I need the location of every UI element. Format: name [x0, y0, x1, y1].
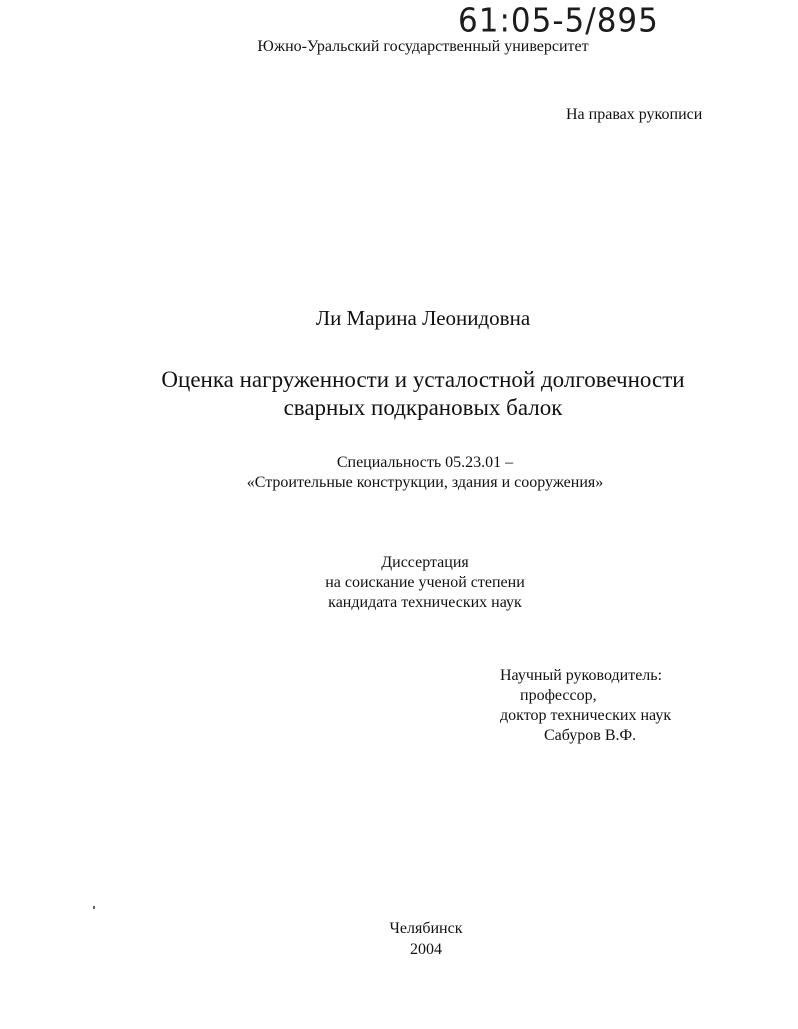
specialty-block: [0, 453, 798, 493]
scan-speck: [93, 906, 95, 909]
title-line-2: сварных подкрановых балок: [283, 395, 563, 420]
supervisor-rank: профессор,: [520, 687, 597, 704]
university-name: Южно-Уральский государственный университет: [257, 38, 589, 55]
city: Челябинск: [389, 920, 463, 937]
supervisor-role: Научный руководитель:: [500, 667, 663, 684]
supervisor-name: Сабуров В.Ф.: [544, 727, 637, 744]
year: 2004: [410, 941, 442, 958]
degree-line-2: на соискание ученой степени: [325, 574, 525, 591]
supervisor-degree: доктор технических наук: [500, 707, 672, 724]
rights-note: На правах рукописи: [566, 106, 703, 123]
archive-mark: 61:05-5/895: [458, 2, 659, 40]
dissertation-title: [0, 366, 798, 422]
place-year-block: [0, 918, 798, 960]
specialty-name: «Строительные конструкции, здания и сооружения»: [246, 474, 604, 491]
specialty-code: Специальность 05.23.01 –: [336, 454, 514, 471]
title-line-1: Оценка нагруженности и усталостной долговечности: [161, 367, 685, 392]
degree-line-3: кандидата технических наук: [328, 594, 522, 611]
supervisor-block: [500, 666, 700, 746]
degree-line-1: Диссертация: [381, 554, 469, 571]
degree-block: [0, 553, 798, 613]
author-name: Ли Марина Леонидовна: [315, 306, 531, 330]
